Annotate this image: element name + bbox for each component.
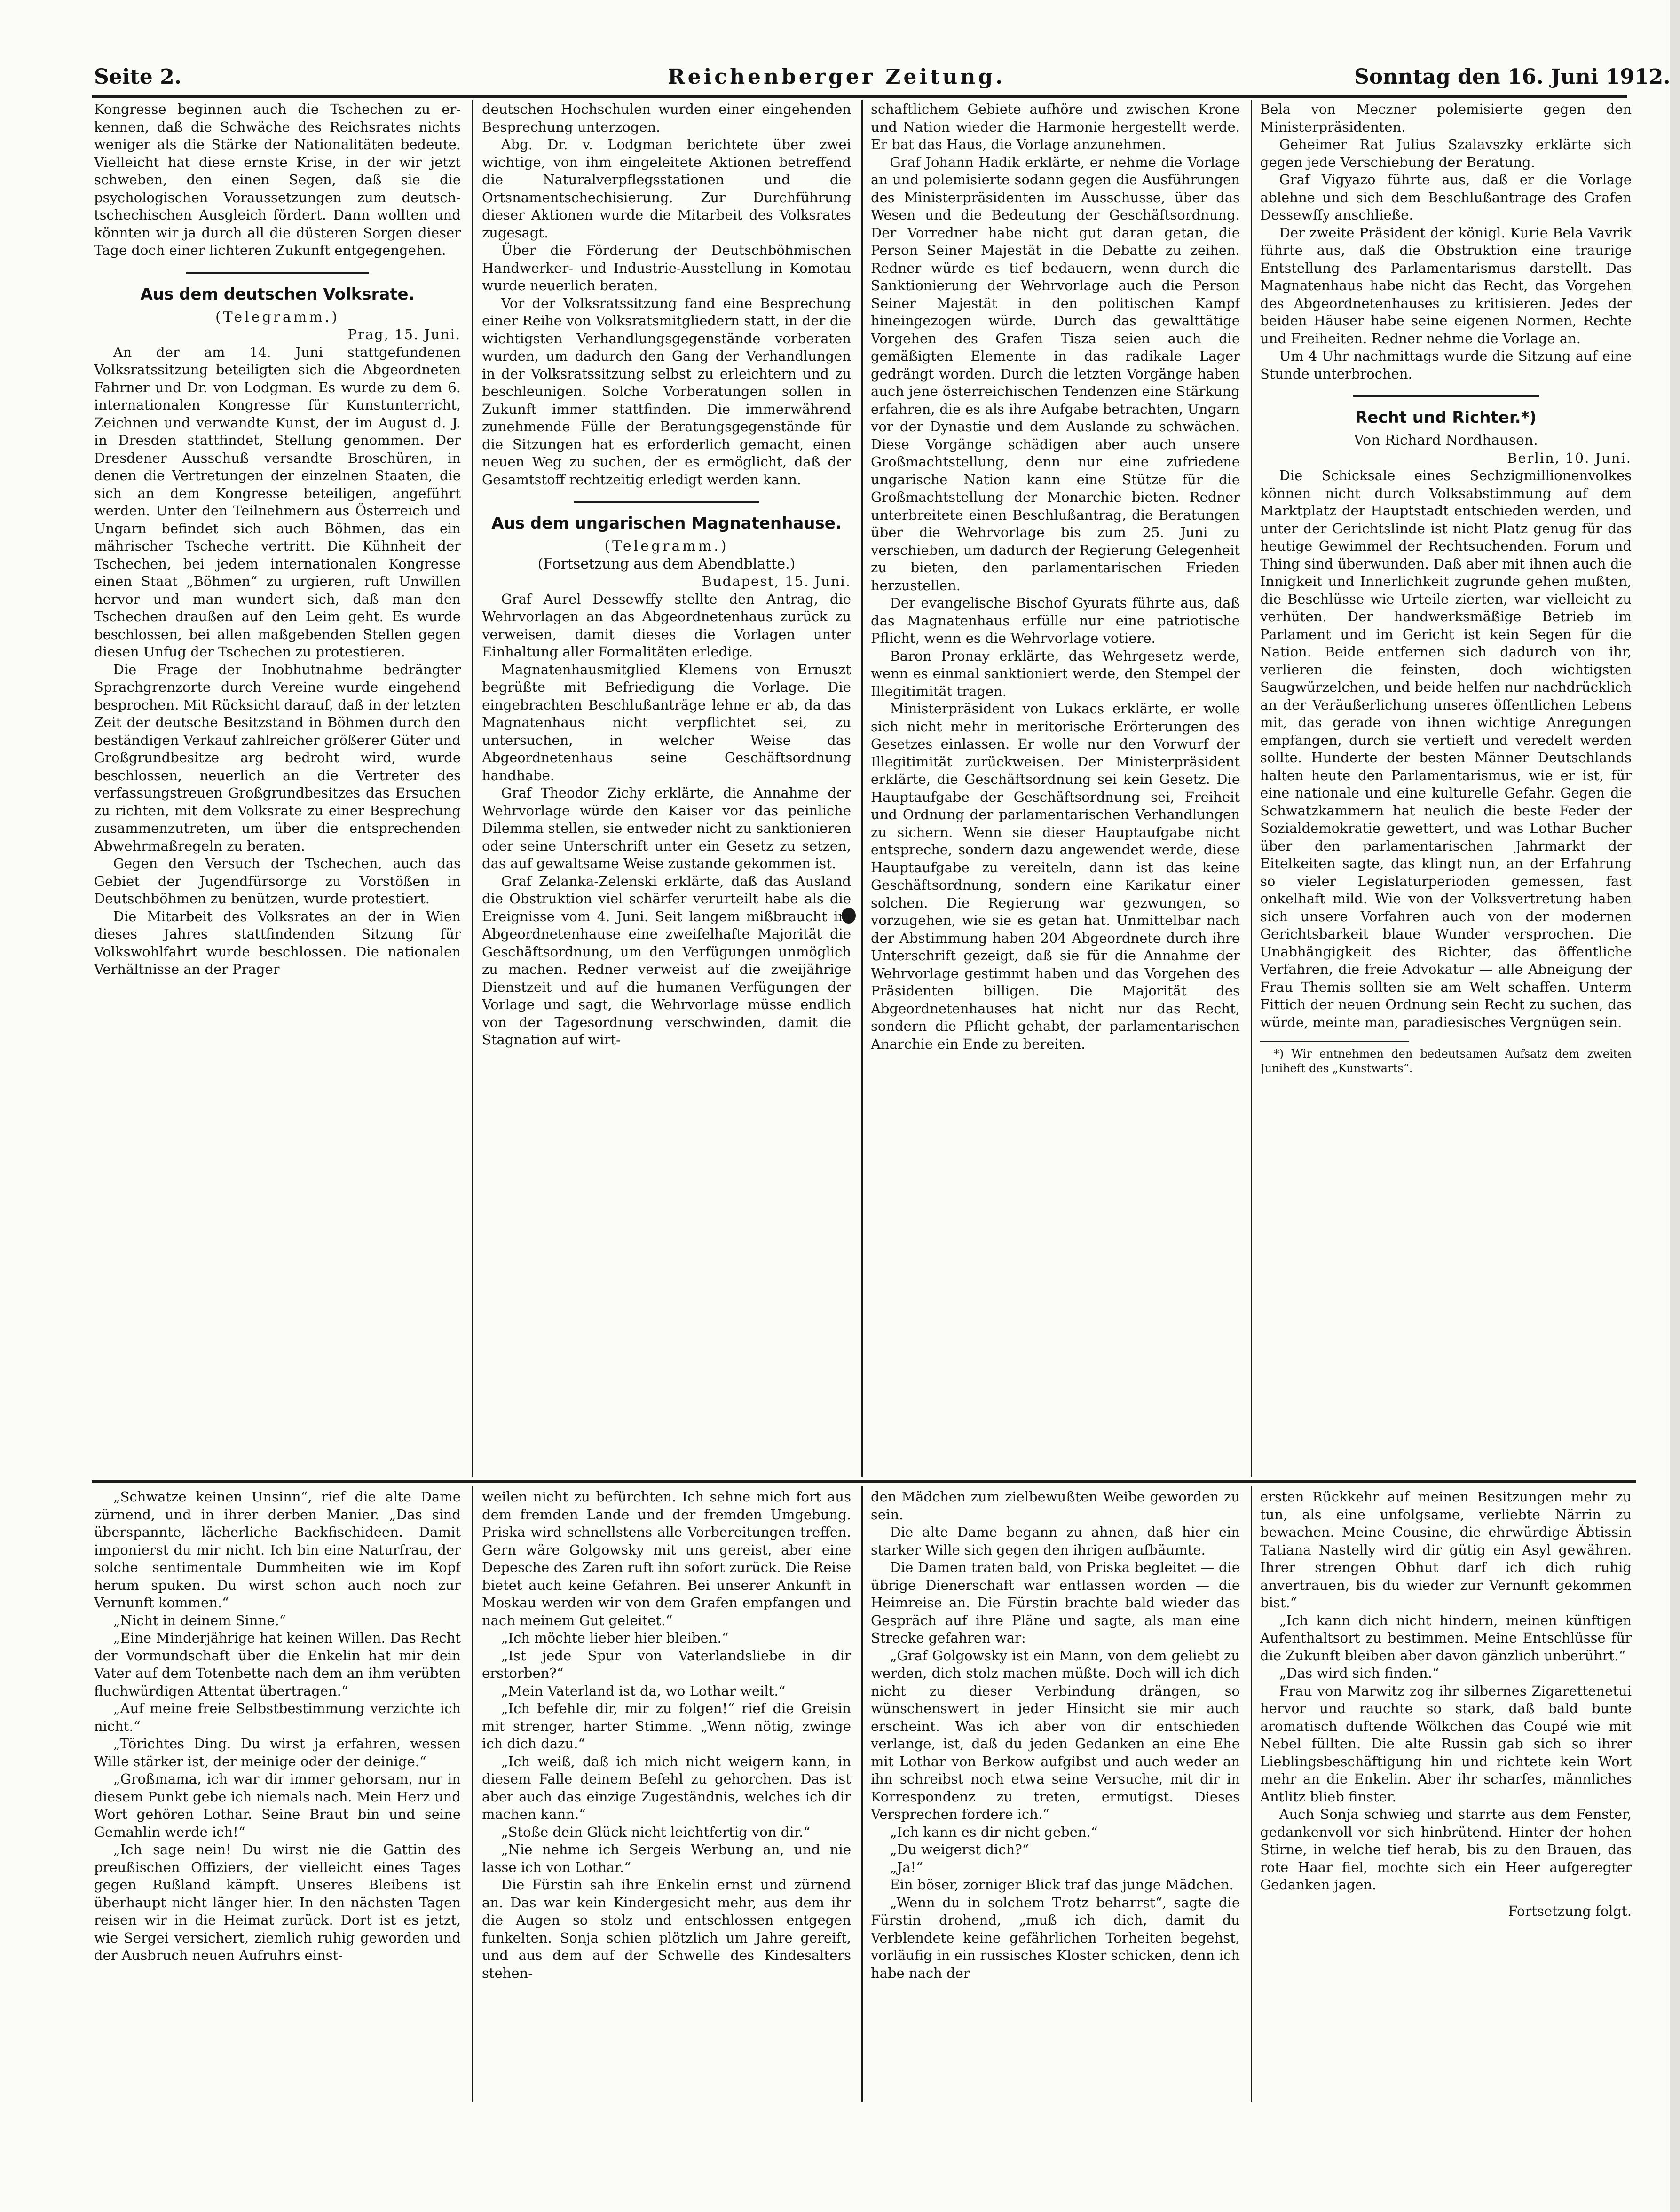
paragraph: „Ich befehle dir, mir zu folgen!“ rief die Greisin mit strenger, harter Stimme. „Wenn nötig, zwinge ich dich dazu.“ [482,1700,851,1752]
paragraph: „Ich kann es dir nicht geben.“ [890,1824,1098,1840]
paragraph: Die Frage der Inobhutnahme bedrängter Sprachgrenzorte durch Vereine wurde eingehend besprochen. Mit Rücksicht darauf, daß in der letzten Zeit der deutsche Besitzstand in Böhmen durch den beständigen Verkauf zahlreicher größerer Güter und Großgrundbesitze arg bedroht wird, wurde beschlossen, neuerlich an die Vertreter des verfassungstreuen Großgrundbesitzes das Ersuchen zu richten, mit dem Volksrate zu einer Besprechung zusammenzutreten, um über die entsprechenden Abwehrmaßregeln zu beraten. [94,661,461,854]
paragraph: Baron Pronay erklärte, das Wehrgesetz werde, wenn es einmal sanktioniert werde, den Stempel der Illegitimität tragen. [871,648,1240,699]
paragraph: Der evangelische Bischof Gyurats führte aus, daß das Magnatenhaus erfülle nur eine patriotische Pflicht, wenn es die Wehrvorlage votiere. [871,595,1240,646]
article-dateline: Budapest, 15. Juni. [702,573,851,589]
paragraph: „Graf Golgowsky ist ein Mann, von dem geliebt zu werden, dich stolz machen müßte. Doch will ich dich nicht zu dieser Verbindung drängen, so wünschenswert in jeder Hinsicht sie mir auch erscheint. Was ich aber von dir entschieden verlange, ist, daß du jeden Gedanken an eine Ehe mit Lothar von Berkow aufgibst und auch weder an ihn schreibst noch etwa seine Versuche, mit dir in Korrespondenz zu treten, ermutigst. Dieses Versprechen fordere ich.“ [871,1647,1240,1822]
masthead: Reichenberger Zeitung. [668,65,1006,89]
paragraph: „Ich kann dich nicht hindern, meinen künftigen Aufenthaltsort zu bestimmen. Meine Entschlüsse für die Zukunft bleiben aber davon gänzlich unberührt.“ [1260,1612,1632,1664]
article-dateline: Berlin, 10. Juni. [1507,450,1632,466]
paragraph: Gegen den Versuch der Tschechen, auch das Gebiet der Jugendfürsorge zu Vorstößen in Deutschböhmen zu benützen, wurde protestiert. [94,855,461,907]
feuilleton-column-1 [94,1488,461,2100]
paragraph: „Nie nehme ich Sergeis Werbung an, und nie lasse ich von Lothar.“ [482,1841,851,1875]
feuilleton-column-2 [482,1488,851,2100]
paragraph: Magnatenhausmitglied Klemens von Ernuszt begrüßte mit Befriedigung die Vorlage. Die eingebrachten Beschlußanträge lehne er ab, da das Magnatenhaus nicht verpflichtet sei, zu untersuchen, in welcher Weise das Abgeordnetenhaus seine Geschäftsordnung handhabe. [482,661,851,783]
paragraph: Graf Theodor Zichy erklärte, die Annahme der Wehrvorlage würde den Kaiser vor das peinliche Dilemma stellen, sie entweder nicht zu sanktionieren oder seine Unterschrift unter ein Gesetz zu setzen, das auf gewaltsame Weise zustande gekommen ist. [482,785,851,871]
article-title: Recht und Richter.*) [1355,408,1537,427]
column-rule [861,1486,863,2102]
paragraph: „Ja!“ [890,1859,923,1875]
paragraph: Ministerpräsident von Lukacs erklärte, er wolle sich nicht mehr in meritorische Erörterungen des Gesetzes einlassen. Er wolle nur den Vorwurf der Illegitimität zurückweisen. Der Ministerpräsident erklärte, die Geschäftsordnung sei kein Gesetz. Die Hauptaufgabe der Geschäftsordnung sei, Freiheit und Ordnung der parlamentarischen Verhandlungen zu sichern. Wenn sie dieser Hauptaufgabe nicht entspreche, sondern dazu angewendet werde, diese Hauptaufgabe zu vereiteln, dann ist das keine Geschäftsordnung, sondern eine Karikatur einer solchen. Die Regierung war gezwungen, so vorzugehen, wie sie es getan hat. Unmittelbar nach der Abstimmung haben 204 Abgeordnete durch ihre Unterschrift gezeigt, daß sie für die Annahme der Wehrvorlage gestimmt haben und das Vorgehen des Präsidenten billigen. Die Majorität des Abgeordnetenhauses hat nicht nur das Recht, sondern die Pflicht gehabt, der parlamentarischen Anarchie ein Ende zu bereiten. [871,701,1240,1052]
paragraph: weilen nicht zu befürchten. Ich sehne mich fort aus dem fremden Lande und der fremden Umgebung. Priska wird schnellstens alle Vorbereitungen treffen. Gern wäre Golgowsky mit uns gereist, aber eine Depesche des Zaren ruft ihn sofort zurück. Die Reise bietet auch keine Gefahren. Bei unserer Ankunft in Moskau werden wir von dem Grafen empfangen und nach meinem Gut geleitet.“ [482,1489,851,1628]
footnote-separator [1260,1041,1409,1042]
paragraph: Auch Sonja schwieg und starrte aus dem Fenster, gedankenvoll vor sich hinbrütend. Hinter der hohen Stirne, in welche tief herab, bis zu den Brauen, das rote Haar fiel, mochte sich ein Heer aufgeregter Gedanken jagen. [1260,1806,1632,1893]
paragraph: Über die Förderung der Deutschböhmischen Handwerker- und Industrie-Ausstellung in Komotau wurde neuerlich beraten. [482,242,851,293]
paragraph: Frau von Marwitz zog ihr silbernes Zigarettenetui hervor und rauchte so stark, daß bald bunte aromatisch duftende Wölkchen das Coupé wie mit Nebel füllten. Die alte Russin gab sich so ihrer Lieblingsbeschäftigung hin und richtete kein Wort mehr an die Enkelin. Aber ihr scharfes, männliches Antlitz blieb finster. [1260,1683,1632,1805]
paragraph: Graf Zelanka-Zelenski erklärte, daß das Ausland die Obstruktion viel schärfer verurteilt habe als die Ereignisse vom 4. Juni. Seit langem mißbraucht im Abgeordnetenhause eine zweifelhafte Majorität die Geschäftsordnung, um den Verfügungen unmöglich zu machen. Redner verweist auf die zweijährige Dienstzeit und auf die humanen Verfügungen der Vorlage und sagt, die Wehrvorlage müsse endlich von der Tagesordnung verschwinden, damit die Stagnation auf wirt- [482,873,851,1048]
paragraph: Abg. Dr. v. Lodgman berichtete über zwei wichtige, von ihm eingeleitete Aktionen betreffend die Naturalverpflegsstationen und die Ortsnamentschechisierung. Zur Durchführung dieser Aktionen wurde die Mitarbeit des Volksrates zugesagt. [482,136,851,241]
paragraph: „Ich weiß, daß ich mich nicht weigern kann, in diesem Falle deinem Befehl zu gehorchen. Das ist aber auch das einzige Zugeständnis, welches ich dir machen kann.“ [482,1753,851,1822]
footnote: *) Wir entnehmen den bedeutsamen Aufsatz dem zweiten Juniheft des „Kunstwarts“. [1260,1047,1632,1075]
article-author: Von Richard Nordhausen. [1354,432,1538,449]
column-rule [1251,100,1252,1477]
paragraph: Die Fürstin sah ihre Enkelin ernst und zürnend an. Das war kein Kindergesicht mehr, aus dem ihr die Augen so stolz und entschlossen entgegen funkelten. Sonja schien plötzlich um Jahre gereift, und aus dem auf der Schwelle des Kindesalters stehen- [482,1877,851,1981]
paragraph: Graf Johann Hadik erklärte, er nehme die Vorlage an und polemisierte sodann gegen die Ausführungen des Ministerpräsidenten im Ausschusse, über das Wesen und die Bedeutung der Geschäftsordnung. Der Vorredner habe nicht gut daran getan, die Person Seiner Majestät in die Debatte zu zeihen. Redner würde es tief bedauern, wenn durch die Sanktionierung der Wehrvorlage auch die Person Seiner Majestät in den politischen Kampf hineingezogen würde. Durch das gewalttätige Vorgehen des Grafen Tisza seien auch die gemäßigten Elemente in das radikale Lager gedrängt worden. Durch die letzten Vorgänge haben auch jene österreichischen Tendenzen eine Stärkung erfahren, die es als ihre Aufgabe betrachten, Ungarn vor der Dynastie und dem Auslande zu schwächen. Diese Vorgänge schädigen aber auch unsere Großmachtstellung, denn nur eine zufriedene ungarische Nation kann eine Stütze für die Großmachtstellung der Monarchie bieten. Redner unterbreitete einen Beschlußantrag, die Beratungen über die Wehrvorlage bis zum 25. Juni zu verschieben, um dadurch der Regierung Gelegenheit zu bieten, den parlamentarischen Frieden herzustellen. [871,154,1240,593]
scan-edge [1670,0,1680,2212]
feuilleton-column-3 [871,1488,1240,2100]
paragraph: „Törichtes Ding. Du wirst ja erfahren, wessen Wille stärker ist, der meinige oder der deinige.“ [94,1736,461,1770]
paragraph: „Du weigerst dich?“ [890,1841,1029,1857]
paragraph: deutschen Hochschulen wurden einer eingehenden Besprechung unterzogen. [482,101,851,135]
article-title: Aus dem deutschen Volksrate. [140,284,415,304]
page-number: Seite 2. [94,65,182,89]
article-source: (Telegramm.) [604,538,729,554]
paragraph: „Ich möchte lieber hier bleiben.“ [501,1630,729,1646]
paragraph: „Mein Vaterland ist da, wo Lothar weilt.“ [501,1683,786,1699]
paragraph: „Nicht in deinem Sinne.“ [113,1612,286,1628]
paragraph: „Schwatze keinen Unsinn“, rief die alte Dame zürnend, und in ihrer derben Manier. „Das sind überspannte, lächerliche Backfischideen. Damit imponierst du mir nicht. Ich bin eine Naturfrau, der solche sentimentale Dummheiten wie im Kopf herum spuken. Du wirst schon auch noch zur Vernunft kommen.“ [94,1489,461,1611]
issue-date: Sonntag den 16. Juni 1912. [1354,65,1671,89]
paragraph: Die Schicksale eines Sechzigmillionenvolkes können nicht durch Volksabstimmung auf dem Marktplatz der Hauptstadt entschieden werden, und unter der Gerichtslinde ist nicht Platz genug für das heutige Gewimmel der Rechtsuchenden. Forum und Thing sind überwunden. Daß aber mit ihnen auch die Innigkeit und Innerlichkeit zugrunde gehen mußten, die Beschlüsse wie Urteile zierten, war vielleicht zu verhüten. Der handwerksmäßige Betrieb im Parlament und im Gericht ist kein Segen für die Nation. Beide entfernen sich dadurch von ihr, verlieren die feinsten, doch wichtigsten Saugwürzelchen, und beide helfen nur nachdrücklich an der Veräußerlichung unseres öffentlichen Lebens mit, das gerade von ihnen wichtige Anregungen empfangen, durch sie vertieft und veredelt werden sollte. Hunderte der besten Männer Deutschlands halten heute den Parlamentarismus, wie er ist, für eine nationale und eine kulturelle Gefahr. Gegen die Schwatzkammern hat neulich die beste Feder der Sozialdemokratie gewettert, und was Lothar Bucher über den parlamentarischen Jahrmarkt der Eitelkeiten sagte, das klingt nun, an der Erfahrung so vieler Legislaturperioden gemessen, fast onkelhaft mild. Wie von der Volksvertretung haben sich unsere Vorfahren auch von der modernen Gerichtsbarkeit blaue Wunder versprochen. Die Unabhängigkeit des Richter, das öffentliche Verfahren, die freie Advokatur — alle Abneigung der Frau Themis sollten sie am Welt schaffen. Unterm Fittich der neuen Ordnung sein Recht zu suchen, das würde, meinte man, paradiesisches Vergnügen sein. [1260,467,1632,1030]
paragraph: Der zweite Präsident der königl. Kurie Bela Vavrik führte aus, daß die Obstruktion eine traurige Entstellung des Parlamentarismus darstellt. Das Magnatenhaus habe nicht das Recht, das Vorgehen des Abgeordnetenhauses zu kritisieren. Jedes der beiden Häuser habe seine eigenen Normen, Rechte und Freiheiten. Redner nehme die Vorlage an. [1260,224,1632,347]
article-title: Aus dem ungarischen Magnatenhause. [491,514,842,533]
paragraph: schaftlichem Gebiete aufhöre und zwischen Krone und Nation wieder die Harmonie hergestellt werde. Er bat das Haus, die Vorlage anzunehmen. [871,101,1240,152]
paragraph: „Eine Minderjährige hat keinen Willen. Das Recht der Vormundschaft über die Enkelin hat mir dein Vater auf dem Totenbette nach dem an ihm verübten fluchwürdigen Attentat übertragen.“ [94,1630,461,1699]
paragraph: Bela von Meczner polemisierte gegen den Ministerpräsidenten. [1260,101,1632,135]
column-rule [472,100,473,1477]
article-separator [574,501,759,503]
header-rule [92,95,1627,98]
paragraph: Die Mitarbeit des Volksrates an der in Wien dieses Jahres stattfindenden Sitzung für Volkswohlfahrt wurde beschlossen. Die nationalen Verhältnisse an der Prager [94,908,461,977]
paragraph: An der am 14. Juni stattgefundenen Volksratssitzung beteiligten sich die Abgeordneten Fahrner und Dr. von Lodgman. Es wurde zu dem 6. internationalen Kongresse für Kunstunterricht, Zeichnen und verwandte Kunst, der im August d. J. in Dresden stattfindet, Stellung genommen. Der Dresdener Ausschuß versandte Broschüren, in denen die Vertretungen der einzelnen Staaten, die sich an dem Kongresse beteiligen, angeführt werden. Unter den Teilnehmern aus Österreich und Ungarn befindet sich auch Böhmen, das ein mährischer Tscheche vertritt. Die Kühnheit der Tschechen, bei jedem internationalen Kongresse einen Staat „Böhmen“ zu urgieren, ruft Unwillen hervor und man wundert sich, daß man den Tschechen draußen auf den Leim geht. Es wurde beschlossen, bei allen maßgebenden Stellen gegen diesen Unfug der Tschechen zu protestieren. [94,344,461,660]
column-rule [472,1486,473,2102]
article-note: (Fortsetzung aus dem Abendblatte.) [537,555,796,572]
article-source: (Telegramm.) [215,308,340,325]
paragraph: „Großmama, ich war dir immer gehorsam, nur in diesem Punkt gebe ich niemals nach. Mein Herz und Wort gehören Lothar. Seine Braut bin und seine Gemahlin werde ich!“ [94,1771,461,1840]
column-rule [861,100,863,1477]
paragraph: „Das wird sich finden.“ [1279,1665,1439,1681]
section-rule [92,1480,1636,1483]
paragraph: „Ich sage nein! Du wirst nie die Gattin des preußischen Offiziers, der vielleicht eines Tages gegen Rußland kämpft. Unseres Bleibens ist überhaupt nicht länger hier. In den nächsten Tagen reisen wir in die Heimat zurück. Dort ist es jetzt, wie Sergei versichert, ziemlich ruhig geworden und der Ausbruch neuen Aufruhrs einst- [94,1841,461,1963]
paragraph: „Auf meine freie Selbstbestimmung verzichte ich nicht.“ [94,1700,461,1734]
column-magnatenhaus [482,101,851,1474]
column-magnatenhaus-cont [871,101,1240,1474]
paragraph: Graf Aurel Dessewffy stellte den Antrag, die Wehrvorlagen an das Abgeordnetenhaus zurück zu verweisen, damit dieses die Vorlagen unter Einhaltung aller Formalitäten erledige. [482,591,851,660]
paragraph: ersten Rückkehr auf meinen Besitzungen mehr zu tun, als eine unfolgsame, verliebte Närrin zu bewachen. Meine Cousine, die ehrwürdige Äbtissin Tatiana Nastelly wird dir gütig ein Asyl gewähren. Ihrer strengen Obhut darf ich dich ruhig anvertrauen, bis du wieder zur Vernunft gekommen bist.“ [1260,1489,1632,1611]
article-dateline: Prag, 15. Juni. [347,326,461,342]
column-rule [1251,1486,1252,2102]
paragraph: Graf Vigyazo führte aus, daß er die Vorlage ablehne und sich dem Beschlußantrage des Grafen Dessewffy anschließe. [1260,172,1632,223]
intro-text: Kongresse beginnen auch die Tschechen zu er-kennen, daß die Schwäche des Reichsrates nichts weniger als die Stärke der Nationalitäten bedeute. Vielleicht hat diese ernste Krise, in der wir jetzt schweben, den einen Segen, daß sie die psychologischen Voraussetzungen zum deutsch-tschechischen Ausgleich fördert. Dann wollten und könnten wir ja durch all die düsteren Sorgen dieser Tage doch einer lichteren Zukunft entgegengehen. [94,101,461,258]
paragraph: Geheimer Rat Julius Szalavszky erklärte sich gegen jede Verschiebung der Beratung. [1260,136,1632,170]
paragraph: Die alte Dame begann zu ahnen, daß hier ein starker Wille sich gegen den ihrigen aufbäumte. [871,1524,1240,1558]
feuilleton-column-4 [1260,1488,1632,2100]
paragraph: „Ist jede Spur von Vaterlandsliebe in dir erstorben?“ [482,1647,851,1681]
paragraph: „Wenn du in solchem Trotz beharrst“, sagte die Fürstin drohend, „muß ich dich, damit du Verblendete keine gefährlichen Torheiten begehst, vorläufig in ein russisches Kloster schicken, denn ich habe nach der [871,1894,1240,1981]
continuation-note: Fortsetzung folgt. [1508,1903,1632,1919]
article-separator [1353,395,1539,397]
article-separator [186,272,369,274]
column-recht-und-richter [1260,101,1632,1474]
paragraph: Die Damen traten bald, von Priska begleitet — die übrige Dienerschaft war entlassen worden — die Heimreise an. Die Fürstin brachte bald wieder das Gespräch auf ihre Pläne und sagte, als man eine Strecke gefahren war: [871,1559,1240,1646]
paragraph: Ein böser, zorniger Blick traf das junge Mädchen. [890,1877,1234,1893]
column-volksrat [94,101,461,1474]
paragraph: den Mädchen zum zielbewußten Weibe geworden zu sein. [871,1489,1240,1523]
paragraph: „Stoße dein Glück nicht leichtfertig von dir.“ [501,1824,811,1840]
paragraph: Um 4 Uhr nachmittags wurde die Sitzung auf eine Stunde unterbrochen. [1260,348,1632,382]
paragraph: Vor der Volksratssitzung fand eine Besprechung einer Reihe von Volksratsmitgliedern statt, in der die wichtigsten Verhandlungsgegenstände vorberaten wurden, um dadurch den Gang der Verhandlungen in der Volksratssitzung selbst zu erleichtern und zu beschleunigen. Solche Vorberatungen sollen in Zukunft immer stattfinden. Die immerwährend zunehmende Fülle der Beratungsgegenstände für die Sitzungen hat es erforderlich gemacht, einen neuen Weg zu suchen, der es ermöglicht, daß der Gesamtstoff rechtzeitig erledigt werden kann. [482,295,851,488]
